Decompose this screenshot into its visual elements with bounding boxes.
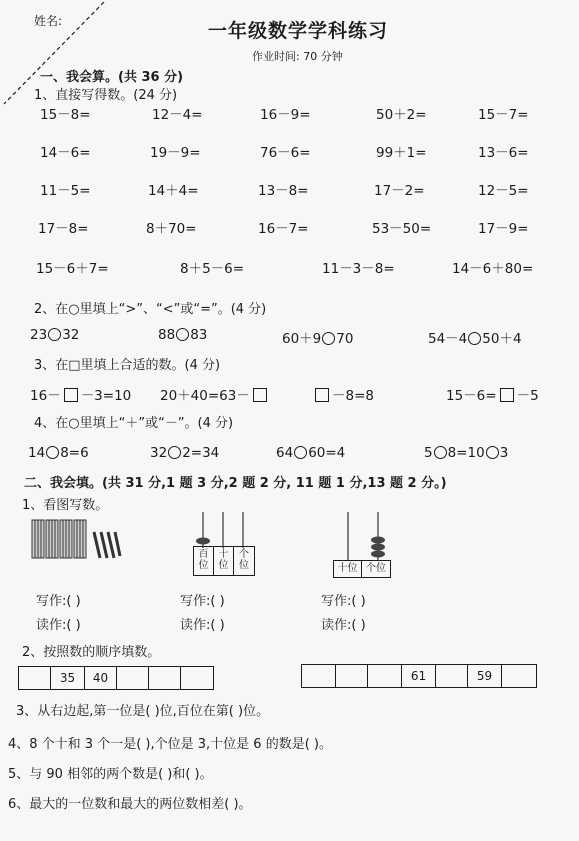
compare-item	[30, 327, 79, 343]
calc-problem[interactable]: 15－6＋7=	[36, 261, 109, 277]
compare-circle-blank[interactable]	[176, 328, 189, 341]
place-value-text: 百位	[198, 549, 209, 571]
sequence-blank-cell[interactable]	[149, 667, 181, 689]
p2-q2-heading: 2、按照数的顺序填数。	[22, 645, 161, 660]
section-1-heading: 一、我会算。(共 36 分)	[40, 70, 184, 85]
square-blank[interactable]	[253, 388, 267, 402]
calc-problem[interactable]: 13－6=	[478, 145, 529, 161]
calc-problem[interactable]: 11－5=	[40, 183, 91, 199]
p2-q6-text: 6、最大的一位数和最大的两位数相差( )。	[8, 797, 252, 812]
operator-item	[424, 445, 508, 461]
calc-problem[interactable]: 17－9=	[478, 221, 529, 237]
operator-b: 2=34	[182, 445, 220, 461]
compare-right: 70	[336, 331, 354, 347]
write-blank-2[interactable]: 写作:( )	[180, 594, 225, 609]
sequence-blank-cell[interactable]	[302, 665, 336, 687]
box-fill-before: 20＋40=63－	[160, 388, 250, 404]
read-blank-1[interactable]: 读作:( )	[36, 618, 81, 633]
write-blank-1[interactable]: 写作:( )	[36, 594, 81, 609]
operator-a: 32	[150, 445, 168, 461]
place-value-text: 十位	[218, 549, 229, 571]
place-value-label	[214, 547, 234, 575]
abacus-1-rods	[193, 510, 253, 548]
operator-b: 8=6	[60, 445, 89, 461]
box-fill-before: 16－	[30, 388, 61, 404]
operator-a: 64	[276, 445, 294, 461]
page-title: 一年级数学学科练习	[208, 20, 389, 42]
operator-item	[28, 445, 89, 461]
sequence-blank-cell[interactable]	[181, 667, 213, 689]
operator-a: 14	[28, 445, 46, 461]
compare-item	[282, 327, 353, 347]
compare-right: 32	[62, 327, 80, 343]
calc-problem[interactable]: 13－8=	[258, 183, 309, 199]
compare-circle-blank[interactable]	[48, 328, 61, 341]
place-value-label: 十位	[334, 561, 362, 577]
box-fill-item	[312, 384, 374, 404]
calc-problem[interactable]: 17－2=	[374, 183, 425, 199]
abacus-2-place-labels	[333, 560, 391, 578]
operator-b: 8=10	[447, 445, 485, 461]
calc-problem[interactable]: 14＋4=	[148, 183, 199, 199]
sequence-blank-cell[interactable]	[436, 665, 468, 687]
write-blank-3[interactable]: 写作:( )	[321, 594, 366, 609]
q3-heading: 3、在□里填上合适的数。(4 分)	[34, 358, 221, 373]
calc-problem[interactable]: 16－9=	[260, 107, 311, 123]
box-fill-after: －3=10	[80, 388, 132, 404]
place-value-label	[234, 547, 254, 575]
compare-item	[428, 327, 522, 347]
operator-c: 3	[499, 445, 509, 461]
place-value-label	[194, 547, 214, 575]
calc-problem[interactable]: 14－6＋80=	[452, 261, 534, 277]
sequence-cell: 61	[402, 665, 436, 687]
calc-problem[interactable]: 15－7=	[478, 107, 529, 123]
compare-right: 50＋4	[482, 331, 522, 347]
operator-circle-blank[interactable]	[294, 446, 307, 459]
calc-problem[interactable]: 11－3－8=	[322, 261, 395, 277]
read-blank-2[interactable]: 读作:( )	[180, 618, 225, 633]
operator-circle-blank[interactable]	[486, 446, 499, 459]
compare-left: 23	[30, 327, 48, 343]
calc-problem[interactable]: 16－7=	[258, 221, 309, 237]
place-value-label: 个位	[366, 563, 386, 574]
number-sequence-1	[18, 666, 214, 690]
calc-problem[interactable]: 14－6=	[40, 145, 91, 161]
compare-right: 83	[190, 327, 208, 343]
square-blank[interactable]	[500, 388, 514, 402]
place-value-text: 个位	[239, 549, 249, 571]
calc-problem[interactable]: 50＋2=	[376, 107, 427, 123]
operator-item	[276, 445, 345, 461]
calc-problem[interactable]: 17－8=	[38, 221, 89, 237]
sticks-bundle-illustration	[30, 518, 122, 562]
q2-heading: 2、在○里填上“>”、“<”或“=”。(4 分)	[34, 302, 267, 317]
sequence-blank-cell[interactable]	[368, 665, 402, 687]
operator-item	[150, 445, 219, 461]
p2-q1-heading: 1、看图写数。	[22, 498, 109, 513]
number-sequence-2	[301, 664, 537, 688]
box-fill-after: －5	[516, 388, 539, 404]
calc-problem[interactable]: 76－6=	[260, 145, 311, 161]
box-fill-before: 15－6=	[446, 388, 497, 404]
operator-circle-blank[interactable]	[168, 446, 181, 459]
section-2-heading: 二、我会填。(共 31 分,1 题 3 分,2 题 2 分, 11 题 1 分,13 题 2 分。)	[24, 476, 447, 491]
operator-circle-blank[interactable]	[46, 446, 59, 459]
read-blank-3[interactable]: 读作:( )	[321, 618, 366, 633]
sequence-cell: 59	[468, 665, 502, 687]
calc-problem[interactable]: 53－50=	[372, 221, 432, 237]
calc-problem[interactable]: 15－8=	[40, 107, 91, 123]
square-blank[interactable]	[315, 388, 329, 402]
box-fill-item	[446, 384, 539, 404]
calc-problem[interactable]: 19－9=	[150, 145, 201, 161]
operator-a: 5	[424, 445, 433, 461]
calc-problem[interactable]: 99＋1=	[376, 145, 427, 161]
abacus-2-rods	[334, 510, 394, 560]
abacus-1-place-labels	[193, 546, 255, 576]
compare-item	[158, 327, 207, 343]
q4-heading: 4、在○里填上“＋”或“－”。(4 分)	[34, 416, 234, 431]
calc-problem[interactable]: 8＋5－6=	[180, 261, 245, 277]
sequence-cell: 35	[51, 667, 85, 689]
calc-problem[interactable]: 12－4=	[152, 107, 203, 123]
sequence-blank-cell[interactable]	[19, 667, 51, 689]
compare-left: 54－4	[428, 331, 468, 347]
compare-circle-blank[interactable]	[468, 332, 481, 345]
operator-circle-blank[interactable]	[434, 446, 447, 459]
sequence-blank-cell[interactable]	[502, 665, 536, 687]
p2-q4-text: 4、8 个十和 3 个一是( ),个位是 3,十位是 6 的数是( )。	[8, 737, 332, 752]
box-fill-after: －8=8	[332, 388, 374, 404]
q1-heading: 1、直接写得数。(24 分)	[34, 88, 178, 103]
name-label: 姓名:	[34, 14, 63, 28]
square-blank[interactable]	[64, 388, 78, 402]
compare-left: 88	[158, 327, 176, 343]
calc-problem[interactable]: 12－5=	[478, 183, 529, 199]
p2-q3-text: 3、从右边起,第一位是( )位,百位在第( )位。	[16, 704, 270, 719]
box-fill-item	[160, 384, 270, 404]
compare-left: 60＋9	[282, 331, 322, 347]
sequence-blank-cell[interactable]	[336, 665, 368, 687]
calc-problem[interactable]: 8＋70=	[146, 221, 197, 237]
sequence-cell: 40	[85, 667, 117, 689]
p2-q5-text: 5、与 90 相邻的两个数是( )和( )。	[8, 767, 213, 782]
box-fill-item	[30, 384, 131, 404]
time-label: 作业时间: 70 分钟	[252, 50, 343, 63]
compare-circle-blank[interactable]	[322, 332, 335, 345]
operator-b: 60=4	[308, 445, 346, 461]
sequence-blank-cell[interactable]	[117, 667, 149, 689]
